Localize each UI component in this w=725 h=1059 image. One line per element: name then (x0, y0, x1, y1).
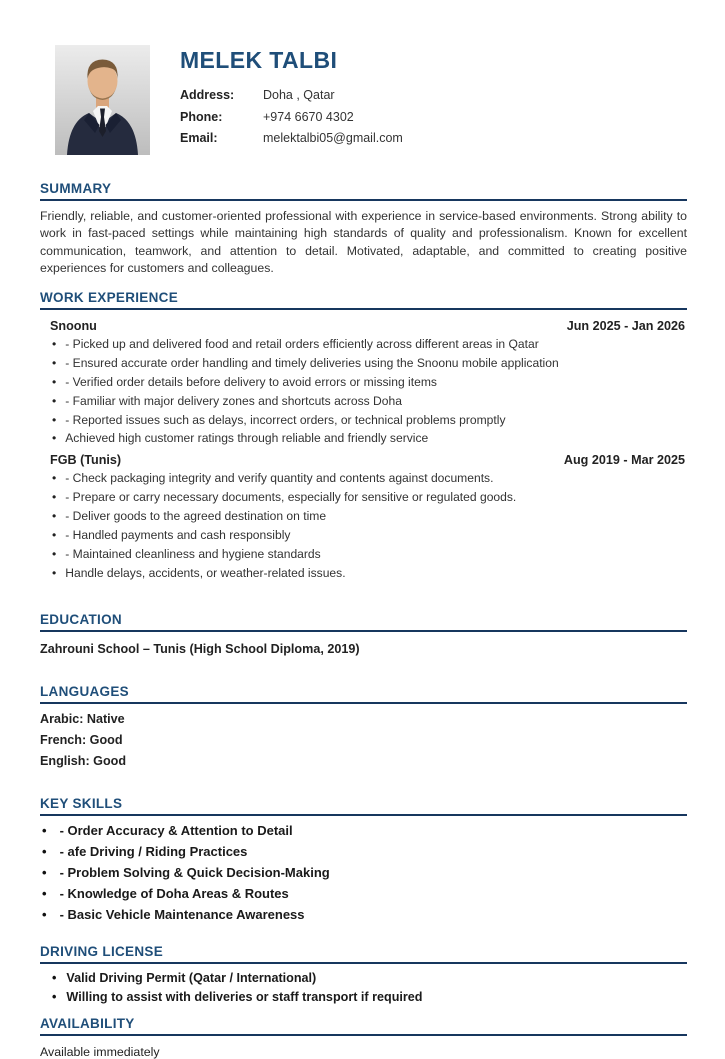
job-bullet (52, 355, 687, 372)
job-bullet (52, 336, 687, 353)
job-entry-fgb (40, 451, 687, 582)
email-value: melektalbi05@gmail.com (263, 131, 403, 146)
skill-item (42, 886, 687, 901)
job-bullet (52, 470, 687, 487)
section-divider (40, 630, 687, 632)
summary-text: Friendly, reliable, and customer-oriented professional with experience in service-based environments. Strong ability to work in fast-paced settings while maintaining high standards of quality and professionalism. Known for excellent communication, teamwork, and attention to detail. Motivated, adaptable, and committed to creating positive experiences for customers and colleagues. (40, 209, 687, 276)
job-bullet-text: • - Deliver goods to the agreed destination on time (65, 509, 327, 524)
company-name: Snoonu (50, 318, 97, 333)
job-bullet (52, 508, 687, 525)
skill-item (42, 907, 687, 922)
job-bullet-text: • - Ensured accurate order handling and timely deliveries using the Snoonu mobile application (65, 355, 559, 370)
section-summary (40, 181, 687, 278)
section-languages (40, 684, 687, 768)
job-bullet (52, 393, 687, 410)
job-bullet-text: • - Maintained cleanliness and hygiene standards (65, 547, 321, 562)
contact-phone-row (180, 110, 403, 126)
profile-photo-image (55, 45, 150, 155)
job-bullet (52, 546, 687, 563)
skill-text: • - Knowledge of Doha Areas & Routes (59, 885, 289, 901)
skill-text: • - Basic Vehicle Maintenance Awareness (59, 906, 305, 922)
language-item: English: Good (40, 753, 127, 768)
job-bullet (52, 489, 687, 506)
skills-list (40, 823, 687, 922)
work-experience-heading: WORK EXPERIENCE (40, 289, 179, 305)
driving-list (40, 971, 687, 1004)
summary-heading: SUMMARY (40, 181, 112, 196)
job-bullet-text: • - Handled payments and cash responsibly (65, 528, 291, 543)
job-bullet-list (40, 470, 687, 582)
company-name: FGB (Tunis) (50, 453, 122, 468)
driving-item (52, 990, 687, 1004)
job-entry-snoonu (40, 317, 687, 448)
contact-email-row (180, 131, 403, 147)
section-availability (40, 1016, 687, 1059)
job-bullet-text: • Handle delays, accidents, or weather-related issues. (65, 565, 346, 580)
email-label: Email: (180, 131, 218, 146)
address-label: Address: (180, 88, 235, 102)
skill-item (42, 823, 687, 838)
driving-text: • Valid Driving Permit (Qatar / International) (66, 970, 317, 985)
skill-item (42, 844, 687, 859)
section-education (40, 612, 687, 656)
availability-text: Available immediately (40, 1044, 160, 1059)
skill-item (42, 865, 687, 880)
job-bullet-text: • - Verified order details before delivery to avoid errors or missing items (65, 374, 437, 389)
skill-text: • - Order Accuracy & Attention to Detail (59, 822, 293, 838)
job-bullet-text: • - Reported issues such as delays, incorrect orders, or technical problems promptly (65, 412, 506, 427)
availability-heading: AVAILABILITY (40, 1015, 135, 1031)
job-bullet-text: • Achieved high customer ratings through reliable and friendly service (65, 431, 429, 446)
job-bullet (52, 430, 687, 447)
profile-photo (55, 45, 150, 155)
section-divider (40, 199, 687, 201)
contact-address-row (180, 88, 403, 104)
job-bullet (52, 412, 687, 429)
section-divider (40, 814, 687, 816)
job-bullet-text: • - Prepare or carry necessary documents, especially for sensitive or regulated goods. (65, 490, 517, 505)
skill-text: • - afe Driving / Riding Practices (59, 843, 248, 859)
driving-license-heading: DRIVING LICENSE (40, 943, 164, 959)
driving-item (52, 971, 687, 985)
languages-heading: LANGUAGES (40, 683, 129, 699)
job-bullet (52, 374, 687, 391)
phone-label: Phone: (180, 109, 223, 124)
education-heading: EDUCATION (40, 611, 122, 627)
job-bullet-text: • - Familiar with major delivery zones and shortcuts across Doha (65, 393, 402, 408)
section-divider (40, 1034, 687, 1036)
job-bullet (52, 527, 687, 544)
language-item: Arabic: Native (40, 711, 125, 726)
resume-header (55, 45, 687, 155)
job-bullet-text: • - Picked up and delivered food and retail orders efficiently across different areas in Qatar (65, 336, 539, 351)
language-item: French: Good (40, 732, 123, 747)
job-dates: Aug 2019 - Mar 2025 (563, 453, 685, 468)
section-key-skills (40, 796, 687, 922)
section-driving-license (40, 944, 687, 1004)
job-bullet-text: • - Check packaging integrity and verify quantity and contents against documents. (65, 471, 494, 486)
section-work-experience (40, 290, 687, 582)
job-header (40, 451, 687, 470)
phone-value: +974 6670 4302 (263, 109, 354, 124)
header-info (180, 45, 403, 155)
address-value: Doha , Qatar (263, 88, 335, 102)
education-text: Zahrouni School – Tunis (High School Diploma, 2019) (40, 641, 360, 656)
job-header (40, 317, 687, 336)
section-divider (40, 702, 687, 704)
key-skills-heading: KEY SKILLS (40, 795, 123, 811)
job-bullet (52, 565, 687, 582)
job-dates: Jun 2025 - Jan 2026 (566, 318, 685, 333)
driving-text: • Willing to assist with deliveries or staff transport if required (66, 989, 423, 1004)
job-bullet-list (40, 336, 687, 448)
section-divider (40, 308, 687, 310)
section-divider (40, 962, 687, 964)
candidate-name: MELEK TALBI (180, 47, 338, 73)
skill-text: • - Problem Solving & Quick Decision-Making (59, 864, 330, 880)
